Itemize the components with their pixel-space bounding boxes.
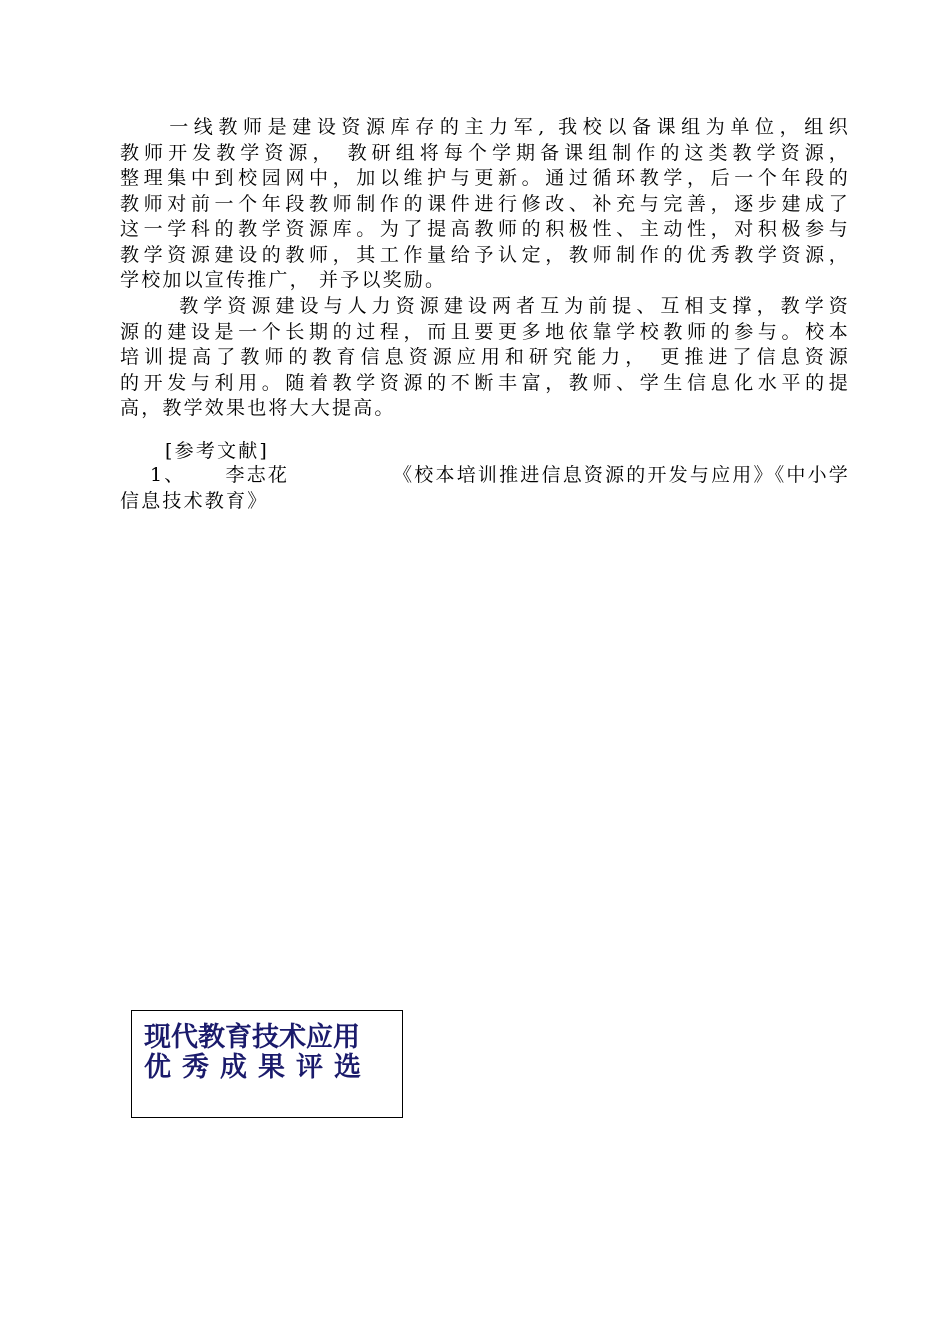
paragraph-line: 教学资源建设与人力资源建设两者互为前提、互相支撑，教学资 <box>120 295 850 317</box>
paragraph-line: 培训提高了教师的教育信息资源应用和研究能力， 更推进了信息资源 <box>120 346 850 368</box>
reference-title: 《校本培训推进信息资源的开发与应用》《中小学 <box>393 464 850 486</box>
award-label-box <box>131 1010 403 1118</box>
award-label-line-2: 优秀成果评选 <box>144 1052 372 1083</box>
paragraph-line: 整理集中到校园网中，加以维护与更新。通过循环教学，后一个年段的 <box>120 167 850 189</box>
reference-item <box>120 463 850 514</box>
reference-title-continued: 信息技术教育》 <box>120 489 269 512</box>
paragraph-line: 源的建设是一个长期的过程，而且要更多地依靠学校教师的参与。校本 <box>120 320 850 343</box>
paragraph-line: 学校加以宣传推广， 并予以奖励。 <box>120 269 447 291</box>
paragraph-line: 高，教学效果也将大大提高。 <box>120 397 396 419</box>
body-paragraph-1 <box>120 115 850 294</box>
paragraph-line: 教师对前一个年段教师制作的课件进行修改、补充与完善，逐步建成了 <box>120 192 850 215</box>
reference-number: 1、 <box>150 464 186 486</box>
paragraph-line: 教师开发教学资源， 教研组将每个学期备课组制作的这类教学资源， <box>120 141 850 164</box>
award-label-line-1: 现代教育技术应用 <box>144 1022 360 1053</box>
paragraph-line: 教学资源建设的教师，其工作量给予认定，教师制作的优秀教学资源， <box>120 243 850 266</box>
paragraph-line: 的开发与利用。随着教学资源的不断丰富，教师、学生信息化水平的提 <box>120 371 850 394</box>
reference-author: 李志花 <box>225 464 290 486</box>
paragraph-line: 这一学科的教学资源库。为了提高教师的积极性、主动性，对积极参与 <box>120 218 850 240</box>
body-paragraph-2 <box>120 294 850 422</box>
paragraph-line: 一线教师是建设资源库存的主力军, 我校以备课组为单位，组织 <box>120 116 850 138</box>
references-heading: [参考文献] <box>165 440 270 462</box>
